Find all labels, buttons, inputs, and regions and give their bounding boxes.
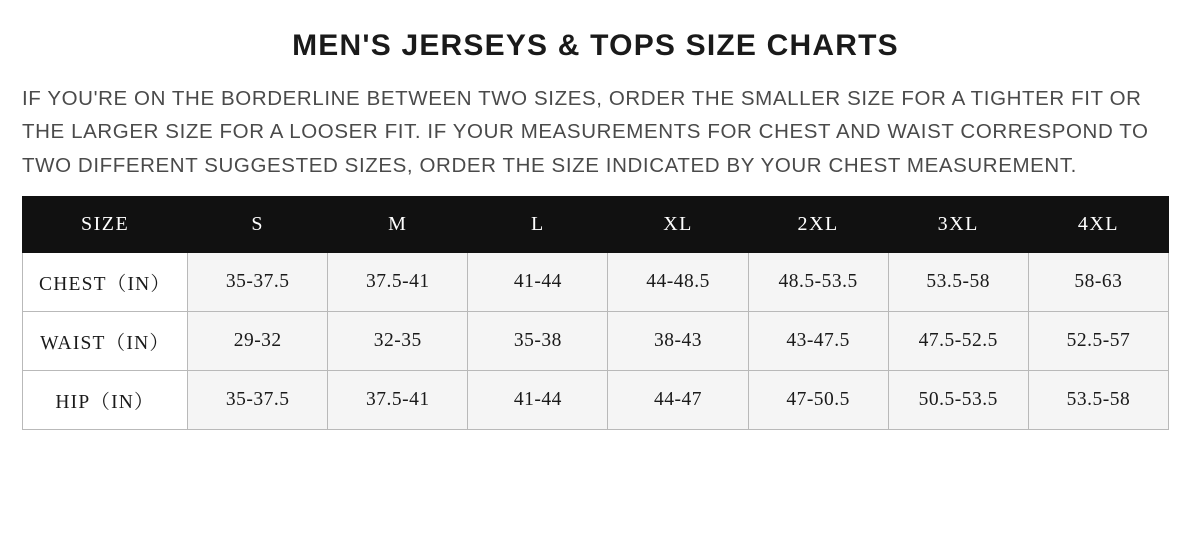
row-label-waist: WAIST（IN） <box>23 312 188 371</box>
cell-hip-xl: 44-47 <box>608 371 748 430</box>
size-chart-table <box>22 196 1169 430</box>
column-header-s: S <box>188 197 328 253</box>
cell-waist-s: 29-32 <box>188 312 328 371</box>
cell-waist-m: 32-35 <box>328 312 468 371</box>
cell-waist-xl: 38-43 <box>608 312 748 371</box>
size-chart-page <box>0 28 1191 538</box>
cell-chest-4xl: 58-63 <box>1028 253 1168 312</box>
table-header <box>23 197 1169 253</box>
table-body <box>23 253 1169 430</box>
cell-waist-3xl: 47.5-52.5 <box>888 312 1028 371</box>
table-row <box>23 371 1169 430</box>
column-header-xl: XL <box>608 197 748 253</box>
cell-hip-2xl: 47-50.5 <box>748 371 888 430</box>
column-header-4xl: 4XL <box>1028 197 1168 253</box>
cell-chest-2xl: 48.5-53.5 <box>748 253 888 312</box>
row-label-hip: HIP（IN） <box>23 371 188 430</box>
cell-hip-4xl: 53.5-58 <box>1028 371 1168 430</box>
cell-chest-xl: 44-48.5 <box>608 253 748 312</box>
column-header-l: L <box>468 197 608 253</box>
cell-waist-2xl: 43-47.5 <box>748 312 888 371</box>
cell-hip-m: 37.5-41 <box>328 371 468 430</box>
table-row <box>23 312 1169 371</box>
table-row <box>23 253 1169 312</box>
intro-paragraph: IF YOU'RE ON THE BORDERLINE BETWEEN TWO SIZES, ORDER THE SMALLER SIZE FOR A TIGHTER FIT OR THE LARGER SIZE FOR A LOOSER FIT. IF YOUR MEASUREMENTS FOR CHEST AND WAIST CORRESPOND TO TWO DIFFERENT SUGGESTED SIZES, ORDER THE SIZE INDICATED BY YOUR CHEST MEASUREMENT. <box>22 87 1149 177</box>
cell-hip-s: 35-37.5 <box>188 371 328 430</box>
cell-hip-l: 41-44 <box>468 371 608 430</box>
column-header-2xl: 2XL <box>748 197 888 253</box>
cell-chest-3xl: 53.5-58 <box>888 253 1028 312</box>
cell-waist-l: 35-38 <box>468 312 608 371</box>
cell-chest-m: 37.5-41 <box>328 253 468 312</box>
cell-hip-3xl: 50.5-53.5 <box>888 371 1028 430</box>
cell-chest-s: 35-37.5 <box>188 253 328 312</box>
cell-waist-4xl: 52.5-57 <box>1028 312 1168 371</box>
cell-chest-l: 41-44 <box>468 253 608 312</box>
column-header-size: SIZE <box>23 197 188 253</box>
column-header-3xl: 3XL <box>888 197 1028 253</box>
table-header-row <box>23 197 1169 253</box>
row-label-chest: CHEST（IN） <box>23 253 188 312</box>
column-header-m: M <box>328 197 468 253</box>
page-title: MEN'S JERSEYS & TOPS SIZE CHARTS <box>292 29 899 62</box>
